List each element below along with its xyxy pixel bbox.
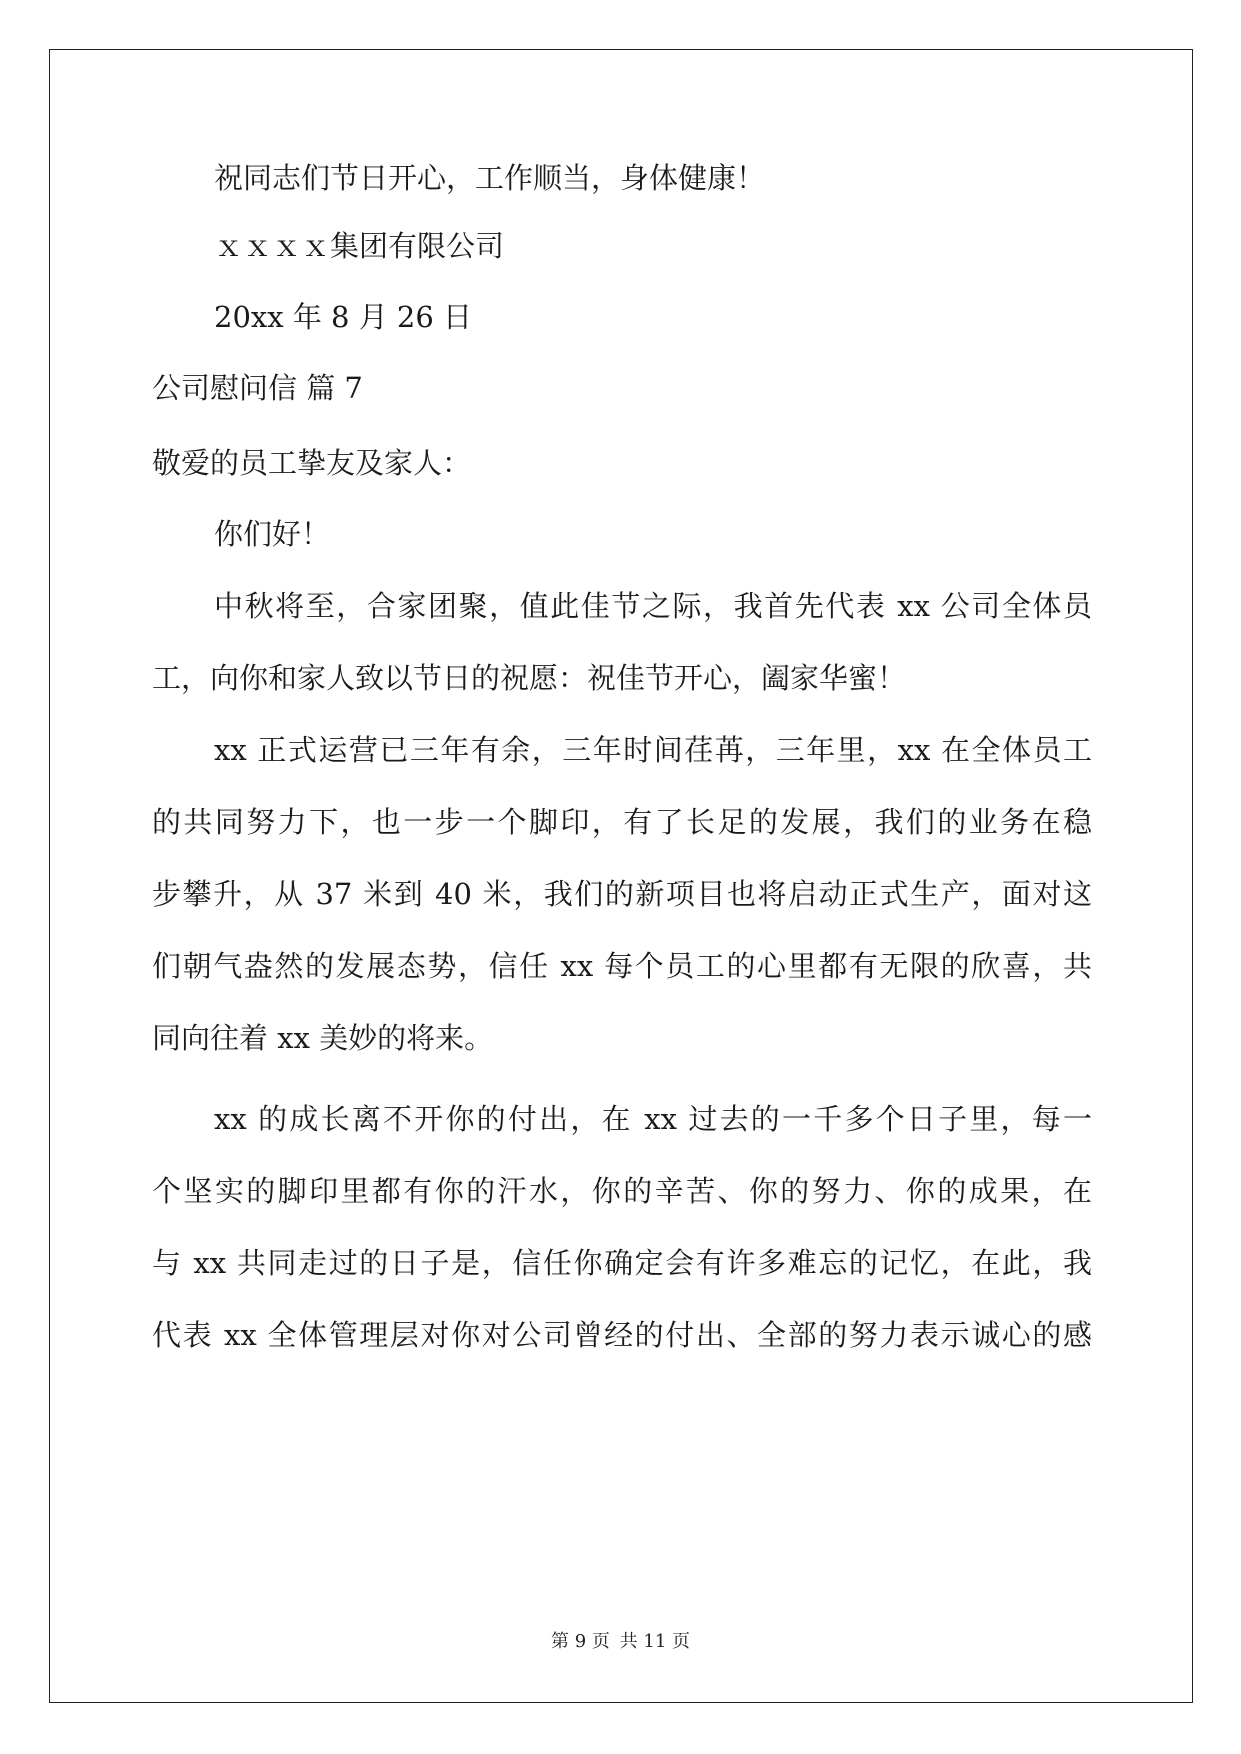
total-pages: 共 11 页	[619, 1631, 690, 1652]
paragraph-line: 代表 xx 全体管理层对你对公司曾经的付出、全部的努力表示诚心的感	[152, 1318, 1092, 1352]
salutation: 敬爱的员工挚友及家人：	[152, 446, 472, 480]
page-number: 第 9 页	[551, 1631, 610, 1652]
paragraph-line: 个坚实的脚印里都有你的汗水，你的辛苦、你的努力、你的成果，在	[152, 1174, 1092, 1208]
paragraph-line: 与 xx 共同走过的日子是，信任你确定会有许多难忘的记忆，在此，我	[152, 1246, 1092, 1280]
paragraph-line: 步攀升，从 37 米到 40 米，我们的新项目也将启动正式生产，面对这	[152, 877, 1092, 911]
paragraph-line: 的共同努力下，也一步一个脚印，有了长足的发展，我们的业务在稳	[152, 805, 1092, 839]
closing-wishes: 祝同志们节日开心，工作顺当，身体健康！	[214, 161, 766, 195]
company-signature: ｘｘｘｘ集团有限公司	[214, 229, 505, 263]
hello-line: 你们好！	[214, 517, 331, 551]
paragraph-line: 同向往着 xx 美妙的将来。	[152, 1021, 494, 1055]
section-title: 公司慰问信 篇 7	[152, 371, 363, 405]
page-footer	[0, 1627, 1241, 1653]
paragraph-line: 中秋将至，合家团聚，值此佳节之际，我首先代表 xx 公司全体员	[214, 589, 1092, 623]
paragraph-line: xx 的成长离不开你的付出，在 xx 过去的一千多个日子里，每一	[214, 1102, 1092, 1136]
signature-date: 20xx 年 8 月 26 日	[214, 300, 473, 334]
paragraph-line: xx 正式运营已三年有余，三年时间荏苒，三年里，xx 在全体员工	[214, 733, 1092, 767]
paragraph-line: 工，向你和家人致以节日的祝愿：祝佳节开心，阖家华蜜！	[152, 661, 907, 695]
paragraph-line: 们朝气盎然的发展态势，信任 xx 每个员工的心里都有无限的欣喜，共	[152, 949, 1092, 983]
